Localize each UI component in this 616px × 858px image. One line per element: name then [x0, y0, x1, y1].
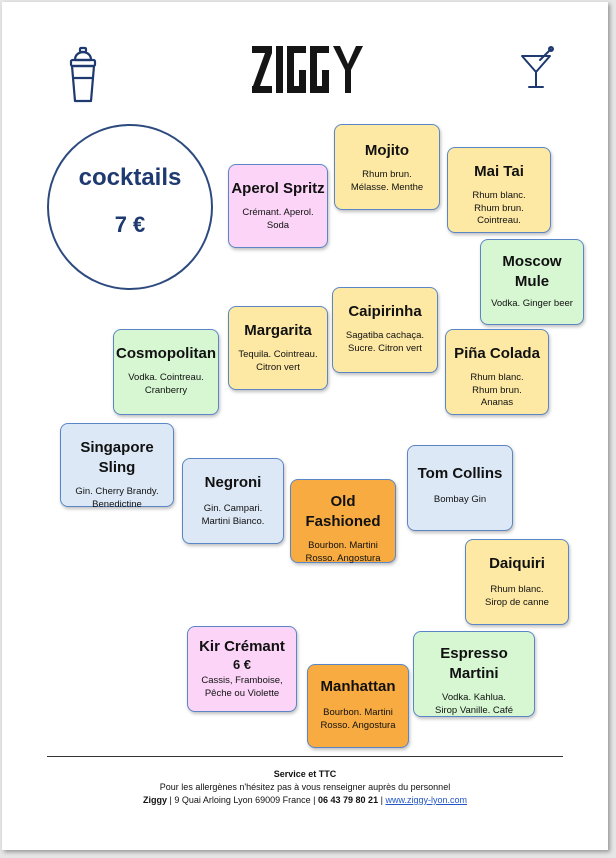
card-name: Moscow Mule: [502, 253, 562, 290]
card-name: Piña Colada: [454, 345, 540, 362]
card-ingredients: Vodka. Cointreau. Cranberry: [128, 372, 204, 396]
card-ingredients: Tequila. Cointreau. Citron vert: [238, 349, 318, 373]
card-name: Margarita: [244, 322, 312, 339]
card-caipirinha: [332, 287, 438, 373]
card-ingredients: Cassis, Framboise, Pêche ou Violette: [201, 675, 283, 699]
footer-separator: |: [169, 795, 172, 805]
card-name: Aperol Spritz: [231, 180, 325, 197]
card-ingredients: Crémant. Aperol. Soda: [242, 207, 314, 231]
card-price: 6 €: [232, 657, 252, 672]
badge-price: 7 €: [114, 212, 146, 237]
footer-phone: 06 43 79 80 21: [318, 795, 379, 805]
card-ingredients: Gin. Campari. Martini Bianco.: [201, 503, 265, 527]
card-negroni: [182, 458, 284, 544]
card-cosmopolitan: [113, 329, 219, 415]
card-name: Mojito: [364, 142, 410, 159]
menu-page: [2, 2, 608, 850]
footer-service: Service et TTC: [273, 769, 337, 779]
card-name: Singapore Sling: [80, 439, 154, 476]
card-aperol-spritz: [228, 164, 328, 248]
footer-divider: [47, 756, 563, 757]
footer-allergens: Pour les allergènes n'hésitez pas à vous renseigner auprès du personnel: [159, 782, 451, 792]
card-name: Negroni: [204, 474, 262, 491]
card-ingredients: Rhum blanc. Rhum brun. Cointreau.: [472, 190, 526, 226]
footer-website-link[interactable]: www.ziggy-lyon.com: [385, 795, 467, 805]
card-name: Manhattan: [320, 678, 396, 695]
card-name: Cosmopolitan: [116, 345, 216, 362]
card-name: Old Fashioned: [305, 493, 381, 530]
card-ingredients: Bourbon. Martini Rosso. Angostura: [320, 707, 396, 731]
footer: [2, 768, 608, 807]
card-ingredients: Vodka. Ginger beer: [491, 298, 573, 309]
card-mai-tai: [447, 147, 551, 233]
card-ingredients: Rhum blanc. Rhum brun. Ananas: [470, 372, 524, 408]
card-ingredients: Sagatiba cachaça. Sucre. Citron vert: [345, 330, 425, 354]
card-margarita: [228, 306, 328, 390]
card-daiquiri: [465, 539, 569, 625]
footer-contact: [2, 794, 608, 807]
card-ingredients: Bombay Gin: [433, 494, 487, 505]
card-name: Caipirinha: [348, 303, 422, 320]
card-ingredients: Bourbon. Martini Rosso. Angostura: [305, 540, 381, 564]
card-singapore-sling: [60, 423, 174, 510]
card-old-fashioned: [290, 479, 396, 563]
card-moscow-mule: [480, 239, 584, 325]
card-name: Daiquiri: [489, 555, 545, 572]
card-espresso-martini: [413, 631, 535, 717]
martini-glass-icon: [520, 46, 556, 90]
ziggy-logo: [252, 46, 364, 94]
card-kir-cremant: [187, 626, 297, 712]
card-mojito: [334, 124, 440, 210]
card-ingredients: Vodka. Kahlua. Sirop Vanille. Café: [435, 692, 513, 716]
card-tom-collins: [407, 445, 513, 531]
card-ingredients: Rhum brun. Mélasse. Menthe: [350, 169, 424, 193]
price-badge: [47, 124, 213, 290]
footer-address: 9 Quai Arloing Lyon 69009 France: [174, 795, 311, 805]
card-name: Mai Tai: [474, 163, 524, 180]
card-ingredients: Rhum blanc. Sirop de canne: [485, 584, 549, 608]
footer-separator: |: [380, 795, 383, 805]
footer-separator: |: [313, 795, 316, 805]
badge-title: cocktails: [78, 164, 182, 191]
card-pina-colada: [445, 329, 549, 415]
card-name: Kir Crémant: [199, 638, 285, 655]
card-manhattan: [307, 664, 409, 748]
card-name: Tom Collins: [417, 465, 503, 482]
cocktail-shaker-icon: [66, 46, 100, 104]
card-name: Espresso Martini: [440, 645, 508, 682]
footer-brand: Ziggy: [143, 795, 167, 805]
card-ingredients: Gin. Cherry Brandy. Benedictine: [75, 486, 159, 510]
